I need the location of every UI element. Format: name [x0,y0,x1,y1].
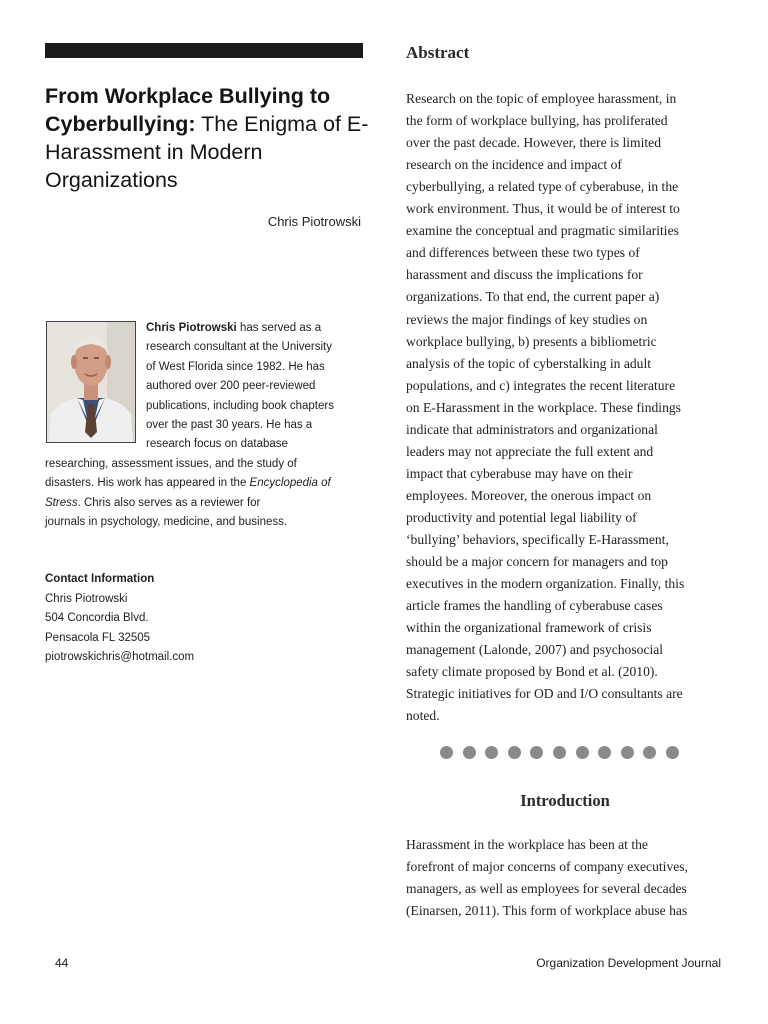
journal-title-italic: Encyclopedia of [249,477,331,489]
journal-title-italic: Stress [45,497,78,509]
bio-text: disasters. His work has appeared in the [45,477,250,489]
bio-line: publications, including book chapters [146,400,334,412]
text-line: cyberbullying, a related type of cyberabuse, in the [406,179,679,195]
contact-city: Pensacola FL 32505 [45,632,151,644]
text-line: over the past decade. However, there is limited [406,135,661,151]
bio-line: over the past 30 years. He has a [146,419,313,431]
divider-dot [485,746,498,759]
text-line: ‘bullying’ behaviors, specifically E-Harassment, [406,532,669,547]
divider-dot [440,746,453,759]
text-line: should be a major concern for managers and top [406,554,668,570]
bio-line [45,474,331,493]
text-line: organizations. To that end, the current paper a) [406,289,660,305]
article-title [45,82,370,194]
text-line: indicate that administrators and organizational [406,421,658,437]
page-number: 44 [55,956,69,970]
abstract-heading: Abstract [406,43,470,62]
bio-line: of West Florida since 1982. He has [146,361,325,373]
contact-heading: Contact Information [45,573,155,585]
introduction-heading: Introduction [520,791,610,810]
text-line: populations, and c) integrates the recent literature [406,377,676,393]
bio-line: journals in psychology, medicine, and business. [45,516,288,528]
header-rule [45,43,363,58]
text-line: productivity and potential legal liability of [406,509,637,525]
text-line: reviews the major findings of key studies on [406,311,648,327]
contact-email[interactable]: piotrowskichris@hotmail.com [45,651,195,663]
text-line: employees. Moreover, the onerous impact on [406,487,652,503]
divider-dot [621,746,634,759]
divider-dot [530,746,543,759]
divider-dot [598,746,611,759]
text-line: work environment. Thus, it would be of interest to [406,201,680,217]
bio-author-name: Chris Piotrowski [146,322,237,334]
bio-line: researching, assessment issues, and the study of [45,458,297,470]
text-line: executives in the modern organization. Finally, this [406,576,685,592]
bio-line: authored over 200 peer-reviewed [146,380,316,392]
text-line: research on the incidence and impact of [406,157,622,173]
contact-name: Chris Piotrowski [45,593,128,605]
divider-dot [643,746,656,759]
divider-dot [463,746,476,759]
text-line: Research on the topic of employee harassment, in [406,91,677,106]
author-portrait-image [47,322,135,442]
text-line: analysis of the topic of cyberstalking in adult [406,355,652,371]
author-photo [46,321,136,443]
text-line: leaders may not appreciate the full extent and [406,443,654,459]
text-line: article frames the handling of cyberabuse cases [406,598,663,614]
text-line: workplace bullying, b) presents a bibliometric [406,333,657,349]
divider-dot [553,746,566,759]
divider-dot [508,746,521,759]
bio-text: . Chris also serves as a reviewer for [77,497,261,509]
text-line: forefront of major concerns of company executives, [406,859,688,875]
text-line: (Einarsen, 2011). This form of workplace abuse has [406,903,688,919]
bio-line [146,319,321,338]
divider-dot [576,746,589,759]
title-rest: The Enigma of E-Harassment in Modern Organizations [45,112,369,192]
text-line: Harassment in the workplace has been at the [406,837,648,852]
journal-name: Organization Development Journal [536,956,721,970]
text-line: noted. [406,708,440,724]
text-line: safety climate proposed by Bond et al. (2010). [406,664,658,680]
text-line: and differences between these two types of [406,245,640,261]
bio-text: has served as a [236,322,322,334]
text-line: within the organizational framework of crisis [406,620,652,636]
text-line: on E-Harassment in the workplace. These findings [406,399,681,415]
text-line: harassment and discuss the implications for [406,267,643,283]
text-line: managers, as well as employees for several decades [406,881,687,897]
bio-line [45,494,260,513]
text-line: examine the conceptual and pragmatic similarities [406,223,679,239]
bio-line: research focus on database [146,438,288,450]
text-line: impact that cyberabuse may have on their [406,465,633,481]
text-line: management (Lalonde, 2007) and psychosocial [406,642,664,658]
text-line: Strategic initiatives for OD and I/O consultants are [406,686,683,702]
title-bold: From Workplace Bullying to Cyberbullying: [45,84,331,136]
contact-street: 504 Concordia Blvd. [45,612,149,624]
author-byline: Chris Piotrowski [267,214,361,229]
text-line: the form of workplace bullying, has proliferated [406,113,668,129]
bio-line: research consultant at the University [146,341,333,353]
divider-dot [666,746,679,759]
section-divider-dots [440,746,690,760]
